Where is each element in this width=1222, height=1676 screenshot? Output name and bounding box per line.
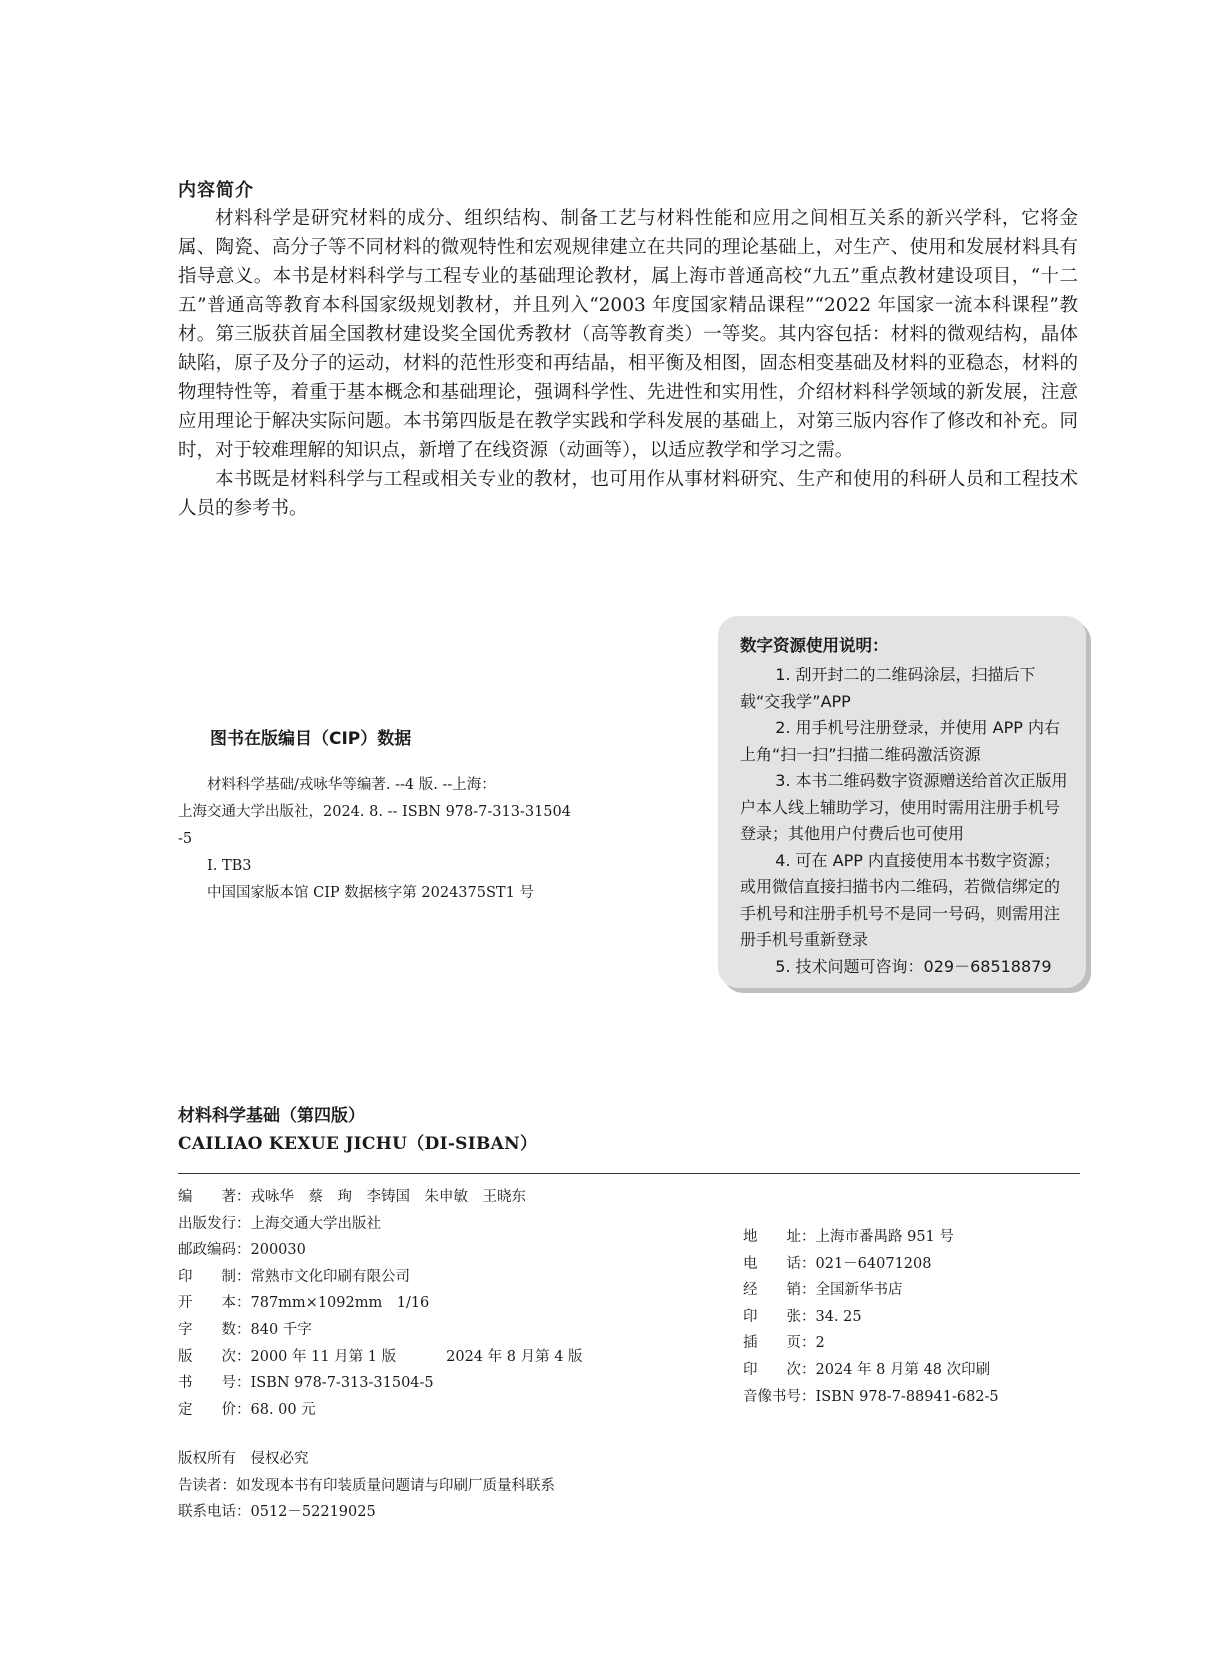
imprint-label: 印 次：	[743, 1361, 816, 1378]
cip-line: 材料科学基础/戎咏华等编著. --4 版. --上海：	[207, 777, 496, 793]
cip-line: Ⅰ. TB3	[207, 858, 252, 874]
cip-heading: 图书在版编目（CIP）数据	[210, 729, 412, 749]
imprint-row-postcode	[178, 1237, 583, 1264]
imprint-value: 全国新华书店	[815, 1282, 903, 1299]
imprint-left	[178, 1184, 583, 1423]
imprint-label: 音像书号：	[743, 1388, 816, 1405]
imprint-label: 印 制：	[178, 1268, 251, 1285]
intro-heading: 内容简介	[178, 180, 254, 201]
imprint-row-isbn	[178, 1370, 583, 1397]
imprint-row-publisher	[178, 1211, 583, 1238]
rights-notice: 版权所有 侵权必究	[178, 1451, 309, 1467]
imprint-label: 书 号：	[178, 1375, 251, 1392]
imprint-value: 68. 00 元	[250, 1401, 316, 1418]
imprint-row-printer	[178, 1264, 583, 1291]
digital-resources-box	[718, 616, 1086, 988]
imprint-label: 印 张：	[743, 1308, 816, 1325]
imprint-label: 邮政编码：	[178, 1242, 251, 1259]
imprint-value: 840 千字	[250, 1321, 312, 1338]
intro-paragraph: 本书既是材料科学与工程或相关专业的教材，也可用作从事材料研究、生产和使用的科研人员和工程技术人员的参考书。	[178, 469, 1078, 519]
digital-resources-title: 数字资源使用说明：	[740, 636, 889, 655]
imprint-row-av-isbn	[743, 1384, 999, 1411]
imprint-label: 版 次：	[178, 1348, 251, 1365]
digital-resources-item: 1. 刮开封二的二维码涂层，扫描后下载“交我学”APP	[740, 665, 1036, 711]
imprint-value: ISBN 978-7-88941-682-5	[815, 1388, 999, 1405]
reader-notice: 告读者：如发现本书有印装质量问题请与印刷厂质量科联系	[178, 1477, 555, 1494]
imprint-value: ISBN 978-7-313-31504-5	[250, 1375, 434, 1392]
imprint-value: 2024 年 8 月第 48 次印刷	[815, 1361, 991, 1378]
imprint-value: 200030	[250, 1242, 306, 1259]
digital-resources-item: 3. 本书二维码数字资源赠送给首次正版用户本人线上辅助学习，使用时需用注册手机号登录；其他用户付费后也可使用	[740, 771, 1068, 843]
imprint-value: 2	[815, 1335, 825, 1352]
digital-resources-item: 2. 用手机号注册登录，并使用 APP 内右上角“扫一扫”扫描二维码激活资源	[740, 718, 1060, 764]
imprint-label: 地 址：	[743, 1229, 816, 1245]
imprint-label: 字 数：	[178, 1321, 251, 1338]
imprint-row-address	[743, 1224, 999, 1251]
imprint-value: 常熟市文化印刷有限公司	[250, 1268, 410, 1285]
imprint-row-distributor	[743, 1277, 999, 1304]
imprint-row-price	[178, 1397, 583, 1424]
imprint-row-printing	[743, 1357, 999, 1384]
imprint-row-format	[178, 1290, 583, 1317]
imprint-value: 021－64071208	[815, 1255, 932, 1272]
cip-line: -5	[178, 831, 193, 847]
imprint-label: 插 页：	[743, 1335, 816, 1352]
imprint-row-phone	[743, 1251, 999, 1278]
imprint-row-sheets	[743, 1304, 999, 1331]
imprint-label: 开 本：	[178, 1295, 251, 1312]
book-title-pinyin: CAILIAO KEXUE JICHU（DI-SIBAN）	[178, 1134, 538, 1154]
title-divider	[178, 1173, 1080, 1174]
rights-block	[178, 1446, 555, 1526]
digital-resources-item: 5. 技术问题可咨询：029－68518879	[775, 956, 1052, 976]
imprint-label: 定 价：	[178, 1401, 251, 1418]
book-title: 材料科学基础（第四版）	[178, 1106, 365, 1126]
imprint-label: 编 著：	[178, 1189, 251, 1205]
imprint-value: 戎咏华 蔡 珣 李铸国 朱申敏 王晓东	[250, 1189, 526, 1205]
intro-body	[178, 204, 1078, 523]
imprint-right	[743, 1224, 999, 1410]
imprint-value: 上海市番禺路 951 号	[815, 1229, 954, 1245]
digital-resources-item: 4. 可在 APP 内直接使用本书数字资源；或用微信直接扫描书内二维码，若微信绑定的手机号和注册手机号不是同一号码，则需用注册手机号重新登录	[740, 850, 1061, 949]
cip-line: 中国国家版本馆 CIP 数据核字第 2024375ST1 号	[207, 885, 534, 901]
imprint-value: 上海交通大学出版社	[250, 1215, 381, 1232]
cip-line: 上海交通大学出版社，2024. 8. -- ISBN 978-7-313-31504	[178, 804, 571, 820]
imprint-label: 出版发行：	[178, 1215, 251, 1232]
imprint-value: 34. 25	[815, 1308, 862, 1325]
imprint-row-wordcount	[178, 1317, 583, 1344]
imprint-label: 电 话：	[743, 1255, 816, 1272]
imprint-row-edition	[178, 1344, 583, 1371]
contact-phone: 联系电话：0512－52219025	[178, 1504, 376, 1521]
imprint-value-2: 2024 年 8 月第 4 版	[446, 1348, 583, 1365]
cip-body	[178, 772, 598, 907]
imprint-row-plates	[743, 1330, 999, 1357]
intro-paragraph: 材料科学是研究材料的成分、组织结构、制备工艺与材料性能和应用之间相互关系的新兴学科，它将金属、陶瓷、高分子等不同材料的微观特性和宏观规律建立在共同的理论基础上，对生产、使用和发展材料具有指导意义。本书是材料科学与工程专业的基础理论教材，属上海市普通高校“九五”重点教材建设项目，“十二五”普通高等教育本科国家级规划教材，并且列入“2003 年度国家精品课程”“2022 年国家一流本科课程”教材。第三版获首届全国教材建设奖全国优秀教材（高等教育类）一等奖。其内容包括：材料的微观结构，晶体缺陷，原子及分子的运动，材料的范性形变和再结晶，相平衡及相图，固态相变基础及材料的亚稳态，材料的物理特性等，着重于基本概念和基础理论，强调科学性、先进性和实用性，介绍材料科学领域的新发展，注意应用理论于解决实际问题。本书第四版是在教学实践和学科发展的基础上，对第三版内容作了修改和补充。同时，对于较难理解的知识点，新增了在线资源（动画等），以适应教学和学习之需。	[178, 208, 1078, 461]
imprint-label: 经 销：	[743, 1282, 816, 1299]
imprint-value: 2000 年 11 月第 1 版	[250, 1348, 397, 1365]
imprint-row-author	[178, 1184, 583, 1211]
imprint-value: 787mm×1092mm 1/16	[250, 1295, 430, 1312]
